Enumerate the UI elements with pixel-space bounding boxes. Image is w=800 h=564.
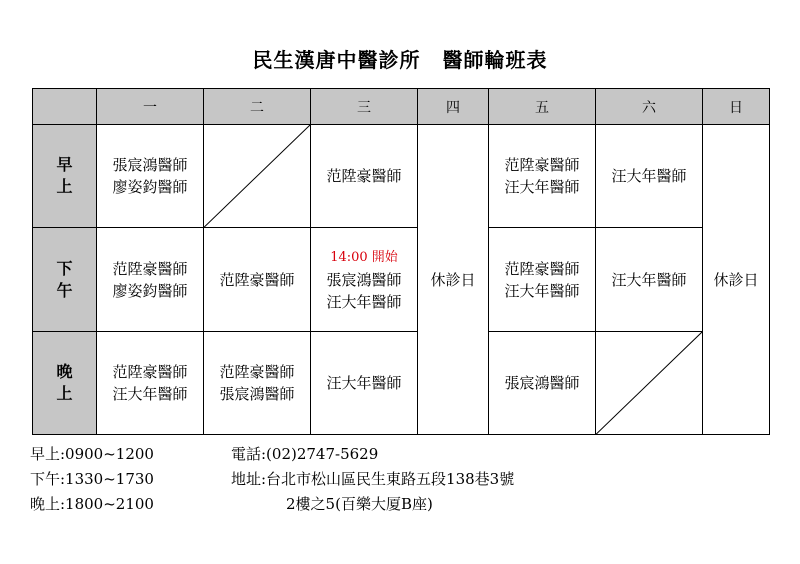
doctor-name: 范陞豪醫師 (504, 156, 580, 175)
doctor-name: 汪大年醫師 (611, 270, 687, 289)
doctor-name: 張宸鴻醫師 (112, 156, 188, 175)
day-header-thu: 四 (418, 89, 489, 125)
cell-afternoon-wed (311, 228, 418, 331)
cell-morning-wed (311, 125, 418, 228)
day-header-tue: 二 (204, 89, 311, 125)
doctor-name: 張宸鴻醫師 (219, 384, 295, 403)
day-header-sun: 日 (703, 89, 770, 125)
cell-evening-fri (489, 331, 596, 434)
doctor-name: 汪大年醫師 (326, 292, 402, 311)
cell-afternoon-mon (97, 228, 204, 331)
cell-thu-closed: 休診日 (418, 125, 489, 435)
day-header-wed: 三 (311, 89, 418, 125)
cell-morning-fri (489, 125, 596, 228)
doctor-name: 汪大年醫師 (611, 167, 687, 186)
cell-morning-mon (97, 125, 204, 228)
doctor-name: 廖姿鈞醫師 (112, 178, 188, 197)
shift-schedule-table (32, 88, 770, 435)
schedule-subtitle: 醫師輪班表 (442, 48, 548, 72)
cell-evening-sat-empty (596, 331, 703, 434)
doctor-name: 汪大年醫師 (112, 384, 188, 403)
cell-afternoon-tue (204, 228, 311, 331)
diagonal-slash (596, 332, 702, 434)
diagonal-slash (204, 125, 310, 227)
doctor-name: 范陞豪醫師 (219, 270, 295, 289)
doctor-name: 范陞豪醫師 (504, 259, 580, 278)
cell-evening-tue (204, 331, 311, 434)
period-label-morning: 早 上 (33, 125, 97, 228)
phone-number: 電話:(02)2747-5629 (231, 445, 379, 463)
page-title (0, 44, 800, 73)
hours-morning: 早上:0900~1200 (30, 445, 154, 463)
doctor-name: 汪大年醫師 (504, 281, 580, 300)
day-header-fri: 五 (489, 89, 596, 125)
morning-row (33, 125, 770, 228)
header-row (33, 89, 770, 125)
address-line-2: 2樓之5(百樂大厦B座) (286, 495, 433, 513)
doctor-name: 范陞豪醫師 (326, 167, 402, 186)
cell-morning-sat (596, 125, 703, 228)
period-label-afternoon: 下 午 (33, 228, 97, 331)
cell-afternoon-fri (489, 228, 596, 331)
doctor-name: 汪大年醫師 (326, 373, 402, 392)
doctor-name: 廖姿鈞醫師 (112, 281, 188, 300)
doctor-name: 范陞豪醫師 (219, 362, 295, 381)
start-time-note: 14:00 開始 (330, 249, 398, 265)
period-label-evening: 晚 上 (33, 331, 97, 434)
doctor-name: 張宸鴻醫師 (326, 270, 402, 289)
hours-evening: 晚上:1800~2100 (30, 495, 154, 513)
day-header-sat: 六 (596, 89, 703, 125)
cell-morning-tue-empty (204, 125, 311, 228)
cell-evening-mon (97, 331, 204, 434)
afternoon-row (33, 228, 770, 331)
clinic-hours (30, 442, 230, 517)
doctor-name: 范陞豪醫師 (112, 362, 188, 381)
contact-info (231, 442, 751, 517)
corner-cell (33, 89, 97, 125)
cell-sun-closed: 休診日 (703, 125, 770, 435)
address-line-1: 地址:台北市松山區民生東路五段138巷3號 (231, 470, 515, 488)
clinic-name: 民生漢唐中醫診所 (252, 48, 421, 72)
cell-afternoon-sat (596, 228, 703, 331)
day-header-mon: 一 (97, 89, 204, 125)
evening-row (33, 331, 770, 434)
hours-afternoon: 下午:1330~1730 (30, 470, 154, 488)
doctor-name: 汪大年醫師 (504, 178, 580, 197)
doctor-name: 范陞豪醫師 (112, 259, 188, 278)
cell-evening-wed (311, 331, 418, 434)
doctor-name: 張宸鴻醫師 (504, 373, 580, 392)
